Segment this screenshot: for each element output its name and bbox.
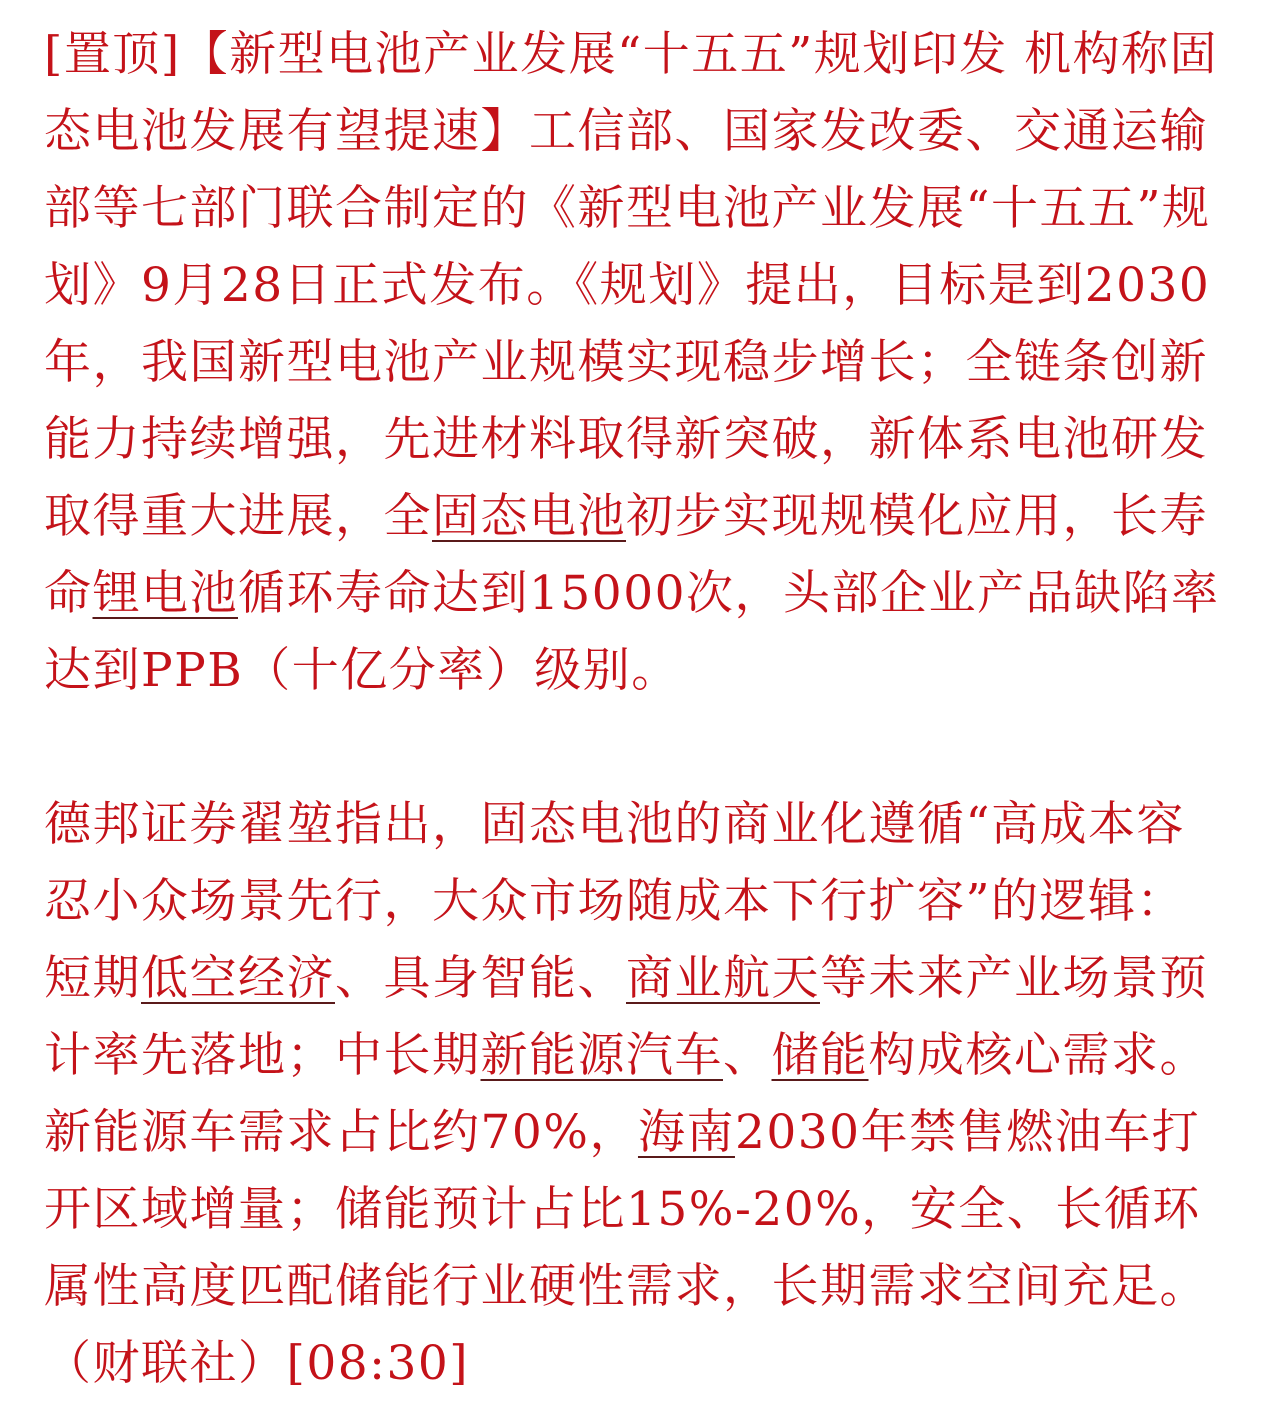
pinned-tag: [置顶] bbox=[44, 27, 181, 82]
text-segment: 等未来产业场景预计率先落地；中长期 bbox=[44, 951, 1208, 1083]
topic-link-new-energy-vehicle[interactable]: 新能源汽车 bbox=[480, 1028, 723, 1083]
text-segment: 、具身智能、 bbox=[335, 951, 626, 1006]
text-segment: 2030年禁售燃油车打开区域增量；储能预计占比15%-20%，安全、长循环属性高度匹配储能行业硬性需求，长期需求空间充足。（财联社） bbox=[44, 1105, 1208, 1391]
text-segment: 、 bbox=[723, 1028, 772, 1083]
text-segment: 构成核心需求。新能源车需求占比约70%， bbox=[44, 1028, 1208, 1160]
paragraph-policy bbox=[44, 16, 1224, 709]
topic-link-commercial-space[interactable]: 商业航天 bbox=[626, 951, 820, 1006]
paragraph-analysis bbox=[44, 786, 1224, 1402]
text-segment: 【新型电池产业发展“十五五”规划印发 机构称固态电池发展有望提速】工信部、国家发改委、交通运输部等七部门联合制定的《新型电池产业发展“十五五”规划》9月28日正式发布。《规划》提出，目标是到2030年，我国新型电池产业规模实现稳步增长；全链条创新能力持续增强，先进材料取得新突破，新体系电池研发取得重大进展，全 bbox=[44, 27, 1219, 544]
topic-link-low-altitude-economy[interactable]: 低空经济 bbox=[141, 951, 335, 1006]
text-segment: 初步实现规模化应用，长寿命 bbox=[44, 489, 1208, 621]
timestamp: [08:30] bbox=[286, 1336, 470, 1391]
topic-link-solid-state-battery[interactable]: 固态电池 bbox=[432, 489, 626, 544]
topic-link-hainan[interactable]: 海南 bbox=[637, 1105, 735, 1160]
text-segment: 循环寿命达到15000次，头部企业产品缺陷率达到PPB（十亿分率）级别。 bbox=[44, 566, 1220, 698]
topic-link-lithium-battery[interactable]: 锂电池 bbox=[92, 566, 238, 621]
topic-link-energy-storage[interactable]: 储能 bbox=[771, 1028, 869, 1083]
news-article bbox=[44, 16, 1224, 1402]
text-segment: 德邦证券翟堃指出，固态电池的商业化遵循“高成本容忍小众场景先行，大众市场随成本下行扩容”的逻辑：短期 bbox=[44, 797, 1186, 1006]
